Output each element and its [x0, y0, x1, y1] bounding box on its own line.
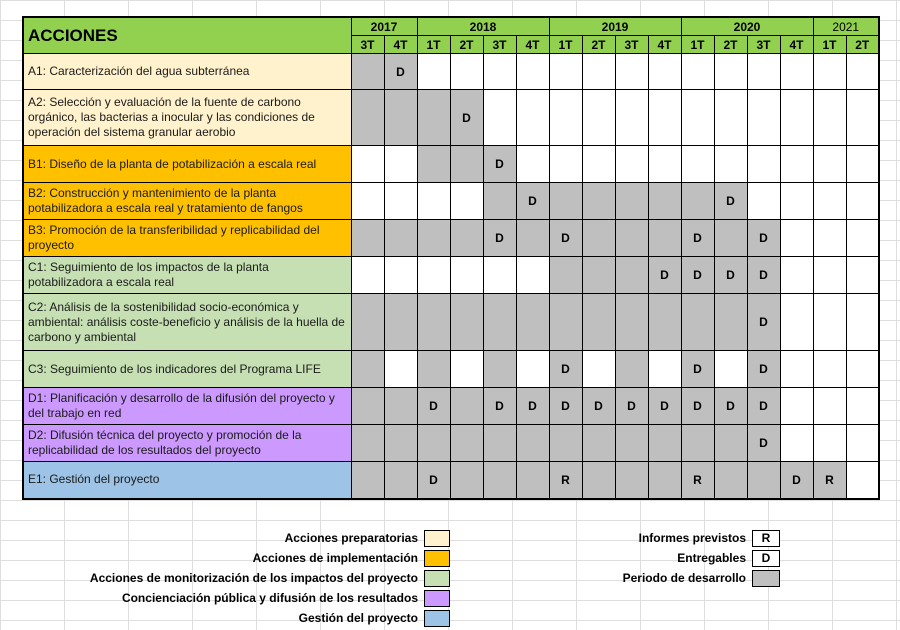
timeline-cell: [384, 220, 417, 257]
timeline-cell: [681, 425, 714, 462]
legend-symbol: [752, 570, 780, 587]
timeline-cell: [384, 183, 417, 220]
timeline-cell: [582, 351, 615, 388]
milestone-cell: D: [747, 388, 780, 425]
milestone-cell: R: [813, 462, 846, 499]
timeline-cell: [450, 351, 483, 388]
timeline-cell: [450, 54, 483, 90]
timeline-cell: [516, 462, 549, 499]
timeline-cell: [780, 388, 813, 425]
timeline-cell: [516, 220, 549, 257]
timeline-cell: [780, 294, 813, 351]
quarter-header: 4T: [384, 36, 417, 54]
year-header-2018: 2018: [417, 17, 549, 36]
action-label: B1: Diseño de la planta de potabilización a escala real: [23, 146, 351, 183]
timeline-cell: [714, 90, 747, 146]
timeline-cell: [780, 351, 813, 388]
quarter-header: 2T: [714, 36, 747, 54]
timeline-cell: [813, 183, 846, 220]
timeline-cell: [516, 351, 549, 388]
timeline-cell: [417, 183, 450, 220]
timeline-cell: [417, 146, 450, 183]
timeline-cell: [450, 146, 483, 183]
timeline-cell: [417, 54, 450, 90]
timeline-cell: [483, 257, 516, 294]
milestone-cell: D: [417, 462, 450, 499]
legend-item: [560, 548, 780, 568]
table-row: [23, 294, 879, 351]
milestone-cell: D: [747, 351, 780, 388]
timeline-cell: [582, 257, 615, 294]
timeline-cell: [681, 54, 714, 90]
timeline-cell: [813, 388, 846, 425]
milestone-cell: D: [384, 54, 417, 90]
milestone-cell: D: [780, 462, 813, 499]
timeline-cell: [648, 425, 681, 462]
timeline-cell: [351, 294, 384, 351]
milestone-cell: D: [549, 388, 582, 425]
timeline-cell: [648, 294, 681, 351]
timeline-cell: [813, 257, 846, 294]
quarter-header: 4T: [516, 36, 549, 54]
timeline-cell: [351, 257, 384, 294]
legend-swatch: [424, 570, 450, 587]
milestone-cell: D: [516, 388, 549, 425]
timeline-cell: [417, 257, 450, 294]
timeline-cell: [714, 425, 747, 462]
milestone-cell: D: [747, 220, 780, 257]
timeline-cell: [417, 90, 450, 146]
timeline-cell: [615, 90, 648, 146]
timeline-cell: [813, 351, 846, 388]
legend-label: Gestión del proyecto: [298, 611, 418, 625]
timeline-cell: [549, 90, 582, 146]
timeline-cell: [615, 294, 648, 351]
milestone-cell: D: [747, 257, 780, 294]
legend-item: [20, 608, 450, 628]
timeline-cell: [813, 54, 846, 90]
table-row: [23, 425, 879, 462]
year-header-2017: 2017: [351, 17, 417, 36]
timeline-cell: [747, 146, 780, 183]
timeline-cell: [747, 183, 780, 220]
timeline-cell: [714, 220, 747, 257]
timeline-cell: [549, 54, 582, 90]
legend-item: [20, 528, 450, 548]
milestone-cell: D: [648, 257, 681, 294]
timeline-cell: [351, 146, 384, 183]
table-row: [23, 388, 879, 425]
timeline-cell: [780, 425, 813, 462]
timeline-cell: [483, 294, 516, 351]
action-label: C1: Seguimiento de los impactos de la planta potabilizadora a escala real: [23, 257, 351, 294]
timeline-cell: [813, 146, 846, 183]
timeline-cell: [582, 220, 615, 257]
gantt-table: [22, 16, 880, 500]
timeline-cell: [351, 220, 384, 257]
timeline-cell: [549, 294, 582, 351]
quarter-header: 4T: [648, 36, 681, 54]
legend-item: [20, 588, 450, 608]
milestone-cell: D: [615, 388, 648, 425]
table-row: [23, 90, 879, 146]
milestone-cell: D: [747, 425, 780, 462]
milestone-cell: D: [714, 257, 747, 294]
table-row: [23, 146, 879, 183]
timeline-cell: [384, 351, 417, 388]
timeline-cell: [582, 183, 615, 220]
legend-swatch: [424, 550, 450, 567]
timeline-cell: [846, 146, 879, 183]
timeline-cell: [483, 425, 516, 462]
milestone-cell: D: [417, 388, 450, 425]
timeline-cell: [648, 183, 681, 220]
timeline-cell: [780, 183, 813, 220]
legend-label: Acciones de implementación: [252, 551, 418, 565]
timeline-cell: [846, 54, 879, 90]
timeline-cell: [714, 146, 747, 183]
timeline-cell: [747, 90, 780, 146]
table-row: [23, 462, 879, 499]
legend-item: [560, 528, 780, 548]
timeline-cell: [516, 294, 549, 351]
timeline-cell: [780, 146, 813, 183]
timeline-cell: [450, 294, 483, 351]
milestone-cell: D: [714, 183, 747, 220]
timeline-cell: [483, 90, 516, 146]
timeline-cell: [813, 90, 846, 146]
timeline-cell: [714, 294, 747, 351]
milestone-cell: D: [681, 220, 714, 257]
legend-item: [20, 568, 450, 588]
milestone-cell: D: [483, 146, 516, 183]
timeline-cell: [615, 54, 648, 90]
action-label: D2: Difusión técnica del proyecto y promoción de la replicabilidad de los resultados del proyecto: [23, 425, 351, 462]
timeline-cell: [483, 351, 516, 388]
timeline-cell: [582, 294, 615, 351]
milestone-cell: R: [549, 462, 582, 499]
timeline-cell: [615, 220, 648, 257]
timeline-cell: [648, 54, 681, 90]
timeline-cell: [582, 90, 615, 146]
timeline-cell: [417, 220, 450, 257]
timeline-cell: [483, 54, 516, 90]
timeline-cell: [846, 90, 879, 146]
year-header-2019: 2019: [549, 17, 681, 36]
timeline-cell: [384, 146, 417, 183]
milestone-cell: D: [747, 294, 780, 351]
table-title: ACCIONES: [23, 17, 351, 54]
milestone-cell: D: [483, 220, 516, 257]
timeline-cell: [417, 294, 450, 351]
timeline-cell: [483, 462, 516, 499]
timeline-cell: [549, 146, 582, 183]
timeline-cell: [681, 183, 714, 220]
action-label: C2: Análisis de la sostenibilidad socio-económica y ambiental: análisis coste-beneficio y análisis de la huella de carbono y ambiental: [23, 294, 351, 351]
timeline-cell: [450, 425, 483, 462]
timeline-cell: [516, 146, 549, 183]
timeline-cell: [384, 388, 417, 425]
milestone-cell: D: [681, 351, 714, 388]
quarter-header: 1T: [417, 36, 450, 54]
timeline-cell: [516, 54, 549, 90]
timeline-cell: [780, 54, 813, 90]
table-row: [23, 183, 879, 220]
timeline-cell: [714, 351, 747, 388]
action-label: B2: Construcción y mantenimiento de la planta potabilizadora a escala real y tratamiento de fangos: [23, 183, 351, 220]
timeline-cell: [780, 90, 813, 146]
milestone-cell: D: [714, 388, 747, 425]
milestone-cell: D: [681, 257, 714, 294]
legend-item: [20, 548, 450, 568]
timeline-cell: [681, 146, 714, 183]
milestone-cell: D: [483, 388, 516, 425]
timeline-cell: [384, 462, 417, 499]
legend-label: Periodo de desarrollo: [622, 571, 746, 585]
legend-symbol: R: [752, 530, 780, 547]
action-label: B3: Promoción de la transferibilidad y replicabilidad del proyecto: [23, 220, 351, 257]
timeline-cell: [549, 425, 582, 462]
timeline-cell: [516, 257, 549, 294]
timeline-cell: [846, 183, 879, 220]
milestone-cell: D: [681, 388, 714, 425]
timeline-cell: [351, 388, 384, 425]
timeline-cell: [516, 425, 549, 462]
table-row: [23, 220, 879, 257]
timeline-cell: [582, 425, 615, 462]
table-row: [23, 351, 879, 388]
timeline-cell: [351, 90, 384, 146]
timeline-cell: [384, 90, 417, 146]
legend-swatch: [424, 590, 450, 607]
timeline-cell: [351, 183, 384, 220]
timeline-cell: [714, 54, 747, 90]
timeline-cell: [384, 425, 417, 462]
table-row: [23, 257, 879, 294]
timeline-cell: [516, 90, 549, 146]
timeline-cell: [615, 351, 648, 388]
legend-label: Informes previstos: [638, 531, 746, 545]
timeline-cell: [483, 183, 516, 220]
milestone-cell: D: [450, 90, 483, 146]
timeline-cell: [780, 257, 813, 294]
timeline-cell: [582, 462, 615, 499]
timeline-cell: [648, 90, 681, 146]
legend-label: Acciones de monitorización de los impactos del proyecto: [89, 571, 418, 585]
timeline-cell: [846, 462, 879, 499]
timeline-cell: [417, 351, 450, 388]
milestone-cell: D: [549, 351, 582, 388]
actions-legend: [20, 528, 450, 628]
quarter-header: 3T: [615, 36, 648, 54]
timeline-cell: [417, 425, 450, 462]
timeline-cell: [582, 54, 615, 90]
quarter-header: 2T: [450, 36, 483, 54]
timeline-cell: [351, 54, 384, 90]
timeline-cell: [846, 388, 879, 425]
timeline-cell: [747, 462, 780, 499]
milestone-cell: D: [582, 388, 615, 425]
timeline-cell: [450, 220, 483, 257]
quarter-header: 2T: [846, 36, 879, 54]
timeline-cell: [846, 425, 879, 462]
legend-swatch: [424, 610, 450, 627]
timeline-cell: [681, 294, 714, 351]
timeline-cell: [813, 220, 846, 257]
timeline-cell: [846, 220, 879, 257]
timeline-cell: [615, 183, 648, 220]
timeline-cell: [615, 257, 648, 294]
timeline-cell: [648, 220, 681, 257]
timeline-cell: [615, 146, 648, 183]
legend-label: Concienciación pública y difusión de los resultados: [121, 591, 418, 605]
timeline-cell: [549, 257, 582, 294]
timeline-cell: [549, 183, 582, 220]
timeline-cell: [714, 462, 747, 499]
timeline-cell: [450, 462, 483, 499]
timeline-cell: [450, 183, 483, 220]
year-header-2021: 2021: [813, 17, 879, 36]
year-header-2020: 2020: [681, 17, 813, 36]
quarter-header: 1T: [813, 36, 846, 54]
timeline-cell: [582, 146, 615, 183]
legend-swatch: [424, 530, 450, 547]
timeline-cell: [846, 351, 879, 388]
action-label: A1: Caracterización del agua subterránea: [23, 54, 351, 90]
timeline-cell: [384, 294, 417, 351]
action-label: C3: Seguimiento de los indicadores del Programa LIFE: [23, 351, 351, 388]
legend-label: Entregables: [677, 551, 746, 565]
timeline-cell: [648, 462, 681, 499]
milestone-cell: R: [681, 462, 714, 499]
timeline-cell: [450, 388, 483, 425]
timeline-cell: [648, 351, 681, 388]
action-label: D1: Planificación y desarrollo de la difusión del proyecto y del trabajo en red: [23, 388, 351, 425]
timeline-cell: [780, 220, 813, 257]
timeline-cell: [747, 54, 780, 90]
timeline-cell: [351, 425, 384, 462]
timeline-cell: [450, 257, 483, 294]
action-label: A2: Selección y evaluación de la fuente de carbono orgánico, las bacterias a inocular y las condiciones de operación del sistema granular aerobio: [23, 90, 351, 146]
marks-legend: [560, 528, 780, 588]
timeline-cell: [615, 425, 648, 462]
timeline-cell: [813, 425, 846, 462]
quarter-header: 4T: [780, 36, 813, 54]
quarter-header: 1T: [549, 36, 582, 54]
timeline-cell: [384, 257, 417, 294]
timeline-cell: [813, 294, 846, 351]
year-header-row: [23, 17, 879, 36]
timeline-cell: [351, 351, 384, 388]
quarter-header: 3T: [747, 36, 780, 54]
action-label: E1: Gestión del proyecto: [23, 462, 351, 499]
quarter-header: 2T: [582, 36, 615, 54]
table-row: [23, 54, 879, 90]
quarter-header: 3T: [483, 36, 516, 54]
legend-label: Acciones preparatorias: [284, 531, 418, 545]
quarter-header: 1T: [681, 36, 714, 54]
milestone-cell: D: [648, 388, 681, 425]
milestone-cell: D: [549, 220, 582, 257]
timeline-cell: [846, 257, 879, 294]
timeline-cell: [351, 462, 384, 499]
timeline-cell: [681, 90, 714, 146]
milestone-cell: D: [516, 183, 549, 220]
legend-item: [560, 568, 780, 588]
timeline-cell: [615, 462, 648, 499]
timeline-cell: [648, 146, 681, 183]
timeline-cell: [846, 294, 879, 351]
quarter-header: 3T: [351, 36, 384, 54]
legend-symbol: D: [752, 550, 780, 567]
